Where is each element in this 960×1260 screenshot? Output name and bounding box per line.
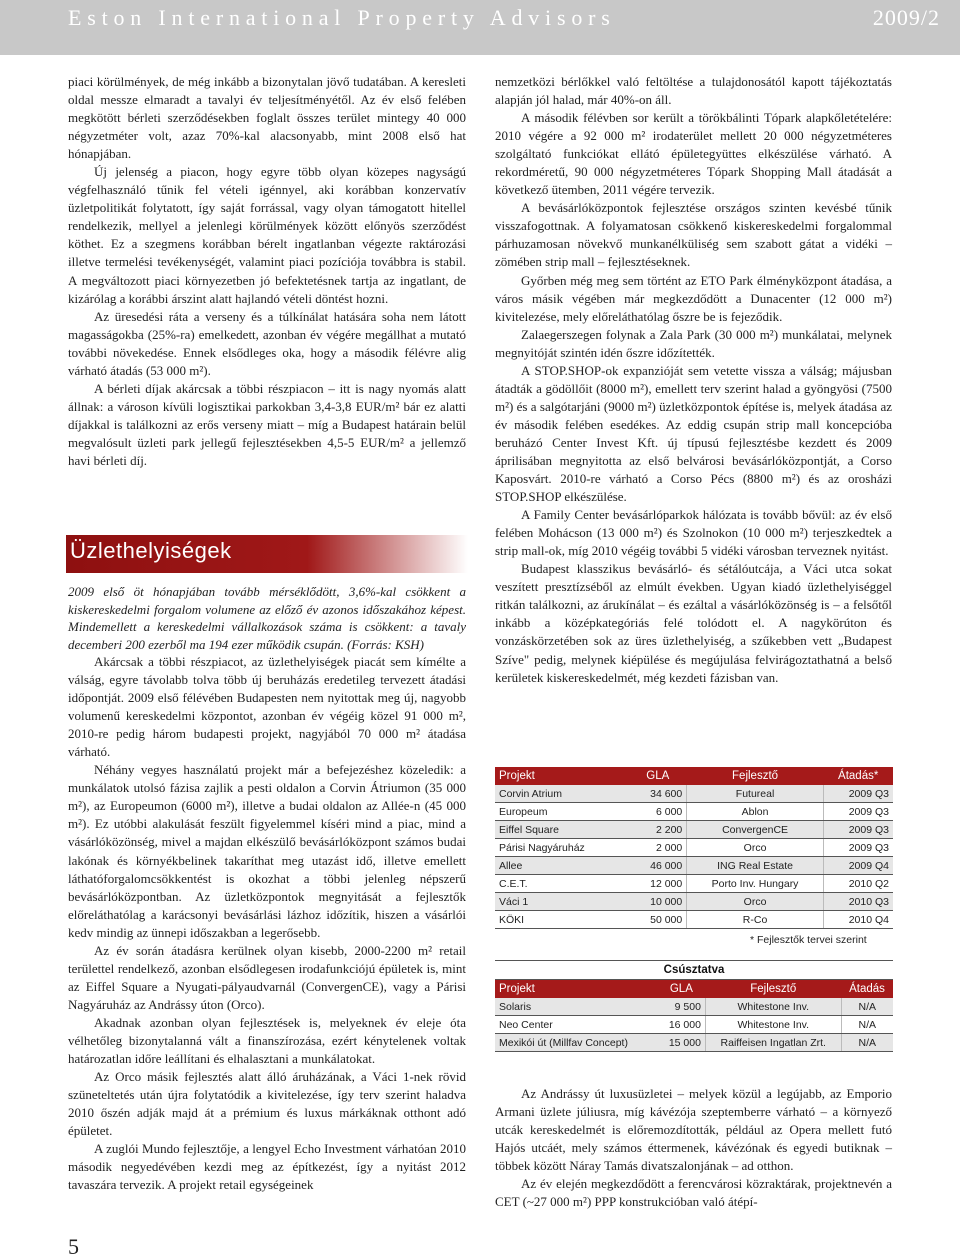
table-cell: N/A xyxy=(841,1016,893,1034)
table-cell: C.E.T. xyxy=(495,875,629,893)
table-cell: 50 000 xyxy=(629,911,687,929)
section-heading xyxy=(66,535,468,573)
table-cell: 34 600 xyxy=(629,785,687,803)
table-cell: 2010 Q3 xyxy=(823,893,893,911)
table-cell: Orco xyxy=(687,839,824,857)
column-header: Fejlesztő xyxy=(687,767,824,785)
table-cell: KÖKI xyxy=(495,911,629,929)
column-header: GLA xyxy=(657,980,705,999)
table-cell: Váci 1 xyxy=(495,893,629,911)
table-cell: N/A xyxy=(841,998,893,1016)
paragraph: Budapest klasszikus bevásárló- és sétálóutcája, a Váci utca sokat veszített presztízséből az elmúlt években. Ugyan kiadó üzlethelyiséggel ritkán találkozni, az árukínálat – és ezáltal a vásárlóközönség is – a felsőtől inkább a középkategóriás felé tolódott el. A nagykörúton és vonzáskörzetében sok az üres üzlethelyiség, a szűkebben vett „Budapest Szíve" pedig, melynek kiépülése és megújulása felvirágoztathatná a belső kerületek kiskereskedelmét, még kezdeti fázisban van. xyxy=(495,561,892,685)
table-cell: 2009 Q3 xyxy=(823,839,893,857)
table-row xyxy=(495,1016,893,1034)
table-row xyxy=(495,785,893,803)
column-header: Átadás xyxy=(841,980,893,999)
table-cell: 6 000 xyxy=(629,803,687,821)
paragraph: Az üresedési ráta a verseny és a túlkínálat hatására soha nem látott magasságokba (25%-ra) emelkedett, azonban év végére megállhat a mutató további növekedése. Ennek elsődleges oka, hogy a második félévre alig várható átadás (53 000 m²). xyxy=(68,308,466,378)
table-row xyxy=(495,821,893,839)
table-cell: 15 000 xyxy=(657,1034,705,1052)
paragraph: A zuglói Mundo fejlesztője, a lengyel Echo Investment várhatóan 2010 második negyedévében kezdi meg az építkezést, így a nyitást 2012 tavaszára tervezik. A projekt retail egységeinek xyxy=(68,1141,466,1193)
right-column-bottom xyxy=(495,1085,892,1211)
table-cell: Párisi Nagyáruház xyxy=(495,839,629,857)
paragraph: Akadnak azonban olyan fejlesztések is, melyeknek év eleje óta vélhetőleg bizonytalanná vált a finanszírozása, ezért kénytelenek voltak határozatlan időre leállítani és elhalasztani a munkálatokat. xyxy=(68,1014,466,1067)
column-header: Átadás* xyxy=(823,767,893,785)
paragraph: Néhány vegyes használatú projekt már a befejezéshez közeledik: a munkálatok utolsó fázisa zajlik a pesti oldalon a Corvin Átriumon (35 000 m²), az Europeumon (6000 m²), illetve a budai oldalon az Allée-n (45 000 m²). Ez utóbbi alakulását feszült figyelemmel kíséri mind a piac, mind a vásárlóközönség, mivel a majdan elkészülő bevásárlóközpont számos budai lakónak és környékbelinek takaríthat meg utazást idő, illetve emellett láthatóforgalomcsökkentést is okozhat a többi jelenleg népszerű bevásárlóközpontban. Az üzletközpontok megnyitását a fejlesztők előreláthatólag a karácsonyi bevásárlási lázhoz időzítik, hiszen a vásárlói kedv mindig az ünnepi időszakban a legerősebb. xyxy=(68,762,466,940)
paragraph: Új jelenség a piacon, hogy egyre több olyan közepes nagyságú végfelhasználó tűnik fel vételi igénnyel, aki korábban konzervatív üzletpolitikát folytatott, így saját forrással, vagy olyan támogatott hitellel rendelkezik, mellyel a jelenlegi körülmények között előnyös szerződést köthet. Ez a szegmens korábban bérelt ingatlanban végezte raktározási illetve termelési tevékenységét, valamint piaci pozíciója továbbra is stabil. A megváltozott piaci környezetben jó befektetésnek tartja az ingatlant, de kizárólag a korábbi árszint alatt hajlandó vételi döntést hozni. xyxy=(68,164,466,306)
table-cell: 12 000 xyxy=(629,875,687,893)
page-number: 5 xyxy=(68,1234,79,1259)
table-cell: 2009 Q3 xyxy=(823,821,893,839)
paragraph: nemzetközi bérlőkkel való feltöltése a tulajdonosától kapott tájékoztatás alapján jól halad, már 40%-on áll. xyxy=(495,74,892,108)
paragraph: Az Orco másik fejlesztés alatt álló áruházának, a Váci 1-nek rövid szüneteltetés után újra folytatódik a kivitelezése, így terv szerint haladva 2010 őszén adják majd át a prémium és luxus márkáknak otthont adó épületet. xyxy=(68,1069,466,1139)
left-column xyxy=(68,73,466,470)
paragraph: A második félévben sor került a törökbálinti Tópark alapkőletételére: 2010 végére a 92 000 m² irodaterület mellett 20 000 négyzetméteres szolgáltató funkciókat ellátó épületegyüttes elkészülése várható. A rekordméretű, 90 000 négyzetméteres Tópark Shopping Mall átadását a következő ütemben, 2011 végére tervezik. xyxy=(495,110,892,198)
paragraph: Az Andrássy út luxusüzletei – melyek közül a legújabb, az Emporio Armani üzlete júliusra, míg kávézója szeptemberre várható – a környező utcák kereskedelmét is előremozdították, például az Opera mellett futó Hajós utcáét, mely számos éttermenek, kávézónak és egyedi butiknak – többek között Náray Tamás divatszalonjának – ad otthon. xyxy=(495,1086,892,1174)
table-cell: Whitestone Inv. xyxy=(705,1016,841,1034)
table-row xyxy=(495,998,893,1016)
section-title: Üzlethelyiségek xyxy=(70,538,232,563)
table-cell: 2009 Q4 xyxy=(823,857,893,875)
table-row xyxy=(495,1034,893,1052)
table-cell: Orco xyxy=(687,893,824,911)
table-cell: Whitestone Inv. xyxy=(705,998,841,1016)
table-cell: Raiffeisen Ingatlan Zrt. xyxy=(705,1034,841,1052)
table-cell: 2 000 xyxy=(629,839,687,857)
column-header: Fejlesztő xyxy=(705,980,841,999)
table-cell: 46 000 xyxy=(629,857,687,875)
paragraph: Zalaegerszegen folynak a Zala Park (30 000 m²) munkálatai, melynek megnyitóját szintén idén őszre időzítették. xyxy=(495,326,892,360)
table-cell: 16 000 xyxy=(657,1016,705,1034)
table-cell: Europeum xyxy=(495,803,629,821)
table-cell: Mexikói út (Millfav Concept) xyxy=(495,1034,657,1052)
paragraph: A bevásárlóközpontok fejlesztése országos szinten kevésbé tűnik visszafogottnak. A folyamatosan csökkenő kiskereskedelmi forgalommal párhuzamosan növekvő munkanélküliség sem szabott gátat a vidéki – zömében strip mall – fejlesztéseknek. xyxy=(495,200,892,270)
paragraph: A bérleti díjak akárcsak a többi részpiacon – itt is nagy nyomás alatt állnak: a városon kívüli logisztikai parkokban 3,4-3,8 EUR/m² bár ez alatti díjakkal is találkozni az erős verseny miatt – míg a Budapest határain belül megvalósult üzleti park jellegű fejlesztésekben 4,5-5 EUR/m² a jellemző havi bérleti díj. xyxy=(68,380,466,468)
table-cell: 9 500 xyxy=(657,998,705,1016)
table-cell: Corvin Atrium xyxy=(495,785,629,803)
paragraph: Az év elején megkezdődött a ferencvárosi közraktárak, projektnevén a CET (~27 000 m²) PPP konstrukcióban való átépí- xyxy=(495,1176,892,1210)
table-cell: Allee xyxy=(495,857,629,875)
table-cell: Solaris xyxy=(495,998,657,1016)
table-row xyxy=(495,803,893,821)
column-header: Projekt xyxy=(495,980,657,999)
table-row xyxy=(495,911,893,929)
table-cell: Ablon xyxy=(687,803,824,821)
table-cell: Futureal xyxy=(687,785,824,803)
table-row xyxy=(495,875,893,893)
table-footnote: * Fejlesztők tervei szerint xyxy=(750,934,867,946)
table-cell: R-Co xyxy=(687,911,824,929)
table-row xyxy=(495,839,893,857)
right-column xyxy=(495,73,892,687)
table-cell: 2 200 xyxy=(629,821,687,839)
column-header: GLA xyxy=(629,767,687,785)
paragraph: Győrben még meg sem történt az ETO Park élményközpont átadása, a város másik végében már megkezdődött a Dunacenter (12 000 m²) kivitelezése, mely előreláthatólag őszre be is fejeződik. xyxy=(495,272,892,324)
page-header xyxy=(0,0,960,55)
delayed-projects-table xyxy=(495,960,893,1052)
table-cell: 2010 Q4 xyxy=(823,911,893,929)
table-cell: 2009 Q3 xyxy=(823,803,893,821)
table-cell: Eiffel Square xyxy=(495,821,629,839)
paragraph: A STOP.SHOP-ok expanzióját sem vetette vissza a válság; májusban átadták a gödöllőit (8000 m²), emellett terv szerint halad a gyöngyösi (7500 m²) és a salgótarjáni (9000 m²) üzletközpontok építése is, melyek átadása az év második felében esedékes. Az eddig csupán strip mall koncepcióba beruházó Center Invest Kft. új típusú fejlesztésbe kezdett és 2009 áprilisában megnyitotta az első belvárosi bevásárlóközpontját, a Corso Kaposvárt. 2010-re várható a Corso Pécs (8800 m²) és az orosházi STOP.SHOP elkészülése. xyxy=(495,362,892,505)
table-cell: Neo Center xyxy=(495,1016,657,1034)
table-row xyxy=(495,857,893,875)
table-cell: N/A xyxy=(841,1034,893,1052)
issue-number: 2009/2 xyxy=(872,5,940,30)
table-cell: Porto Inv. Hungary xyxy=(687,875,824,893)
paragraph: Az év során átadásra kerülnek olyan kisebb, 2000-2200 m² retail területtel rendelkező, azonban elsődlegesen irodafunkciójú épületek is, mint az Eiffel Square a Nyugati-pályaudvarnál (ConvergenCE), vagy a Párisi Nagyáruház az Andrássy úton (Orco). xyxy=(68,942,466,1012)
projects-table xyxy=(495,767,893,929)
column-header: Projekt xyxy=(495,767,629,785)
table-cell: 10 000 xyxy=(629,893,687,911)
paragraph: piaci körülmények, de még inkább a bizonytalan jövő tudatában. A keresleti oldal messze elmaradt a tavalyi év teljesítményétől. Az év első felében megkötött bérleti szerződésekben foglalt összes terület mintegy 40 000 négyzetméter volt, azaz 70%-kal alacsonyabb, mint 2008 első hat hónapjában. xyxy=(68,74,466,162)
table-caption: Csúsztatva xyxy=(495,961,893,980)
publication-title: Eston International Property Advisors xyxy=(68,5,616,30)
table-cell: 2009 Q3 xyxy=(823,785,893,803)
section-lead: 2009 első öt hónapjában tovább mérséklődött, 3,6%-kal csökkent a kiskereskedelmi forgalom volumene az előző év azonos időszakához képest. Mindemellett a kereskedelmi vállalkozások száma is csökkent: a tavaly decemberi 200 ezerből ma 194 ezer működik csupán. (Forrás: KSH) xyxy=(68,584,466,652)
table-cell: ConvergenCE xyxy=(687,821,824,839)
table-cell: ING Real Estate xyxy=(687,857,824,875)
paragraph: Akárcsak a többi részpiacot, az üzlethelyiségek piacát sem kímélte a válság, egyre távolabb tolva több új beruházás eredetileg tervezett átadási időpontját. 2009 első félévében Budapesten nem nyitottak meg új, nagyobb volumenű kereskedelmi központot, azonban év végéig közel 91 000 m², 2010-re pedig három budapesti projekt, nagyjából 70 000 m² átadása várható. xyxy=(68,654,466,760)
table-cell: 2010 Q2 xyxy=(823,875,893,893)
table-row xyxy=(495,893,893,911)
section-body xyxy=(68,653,466,1194)
paragraph: A Family Center bevásárlóparkok hálózata is tovább bővül: az év első felében Mohácson (13 000 m²) és Szolnokon (10 000 m²) terjeszkedtek a strip mall-ok, míg 2010 végéig további 5 vidéki városban terveznek nyitást. xyxy=(495,507,892,559)
